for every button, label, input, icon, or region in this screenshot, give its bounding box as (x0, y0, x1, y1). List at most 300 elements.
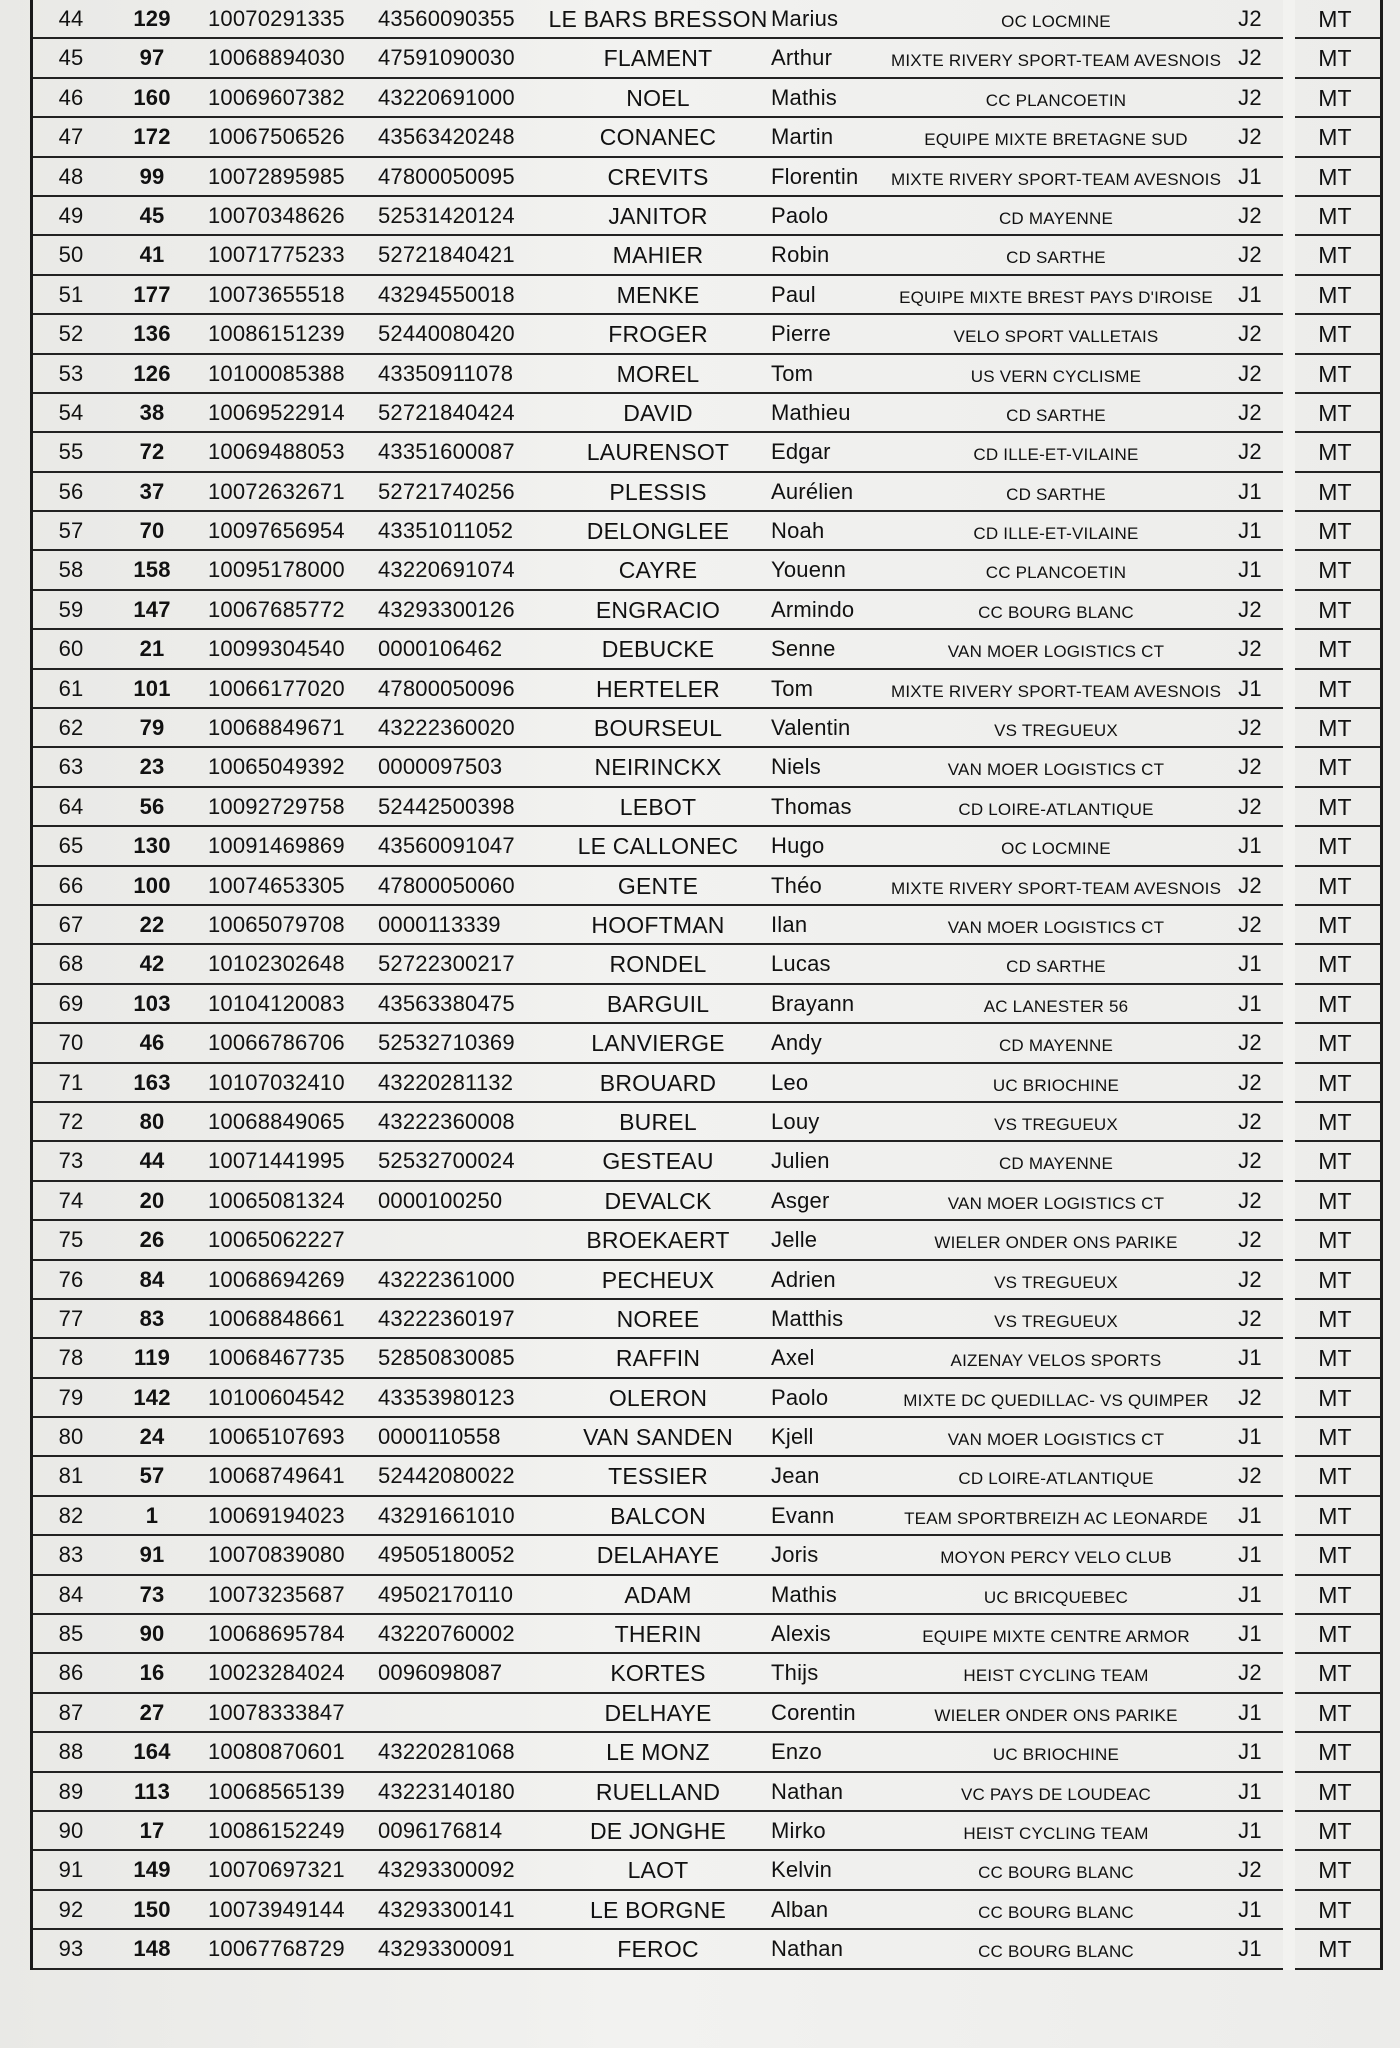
bib-number-cell: 130 (133, 833, 171, 859)
uci-id-cell: 10086151239 (208, 321, 345, 347)
first-name-cell: Alexis (771, 1621, 831, 1647)
column-gap (1283, 1497, 1295, 1536)
club-name-cell: MIXTE RIVERY SPORT-TEAM AVESNOIS (891, 51, 1222, 71)
position-cell: 74 (58, 1187, 84, 1213)
time-cell: MT (1318, 1463, 1352, 1490)
licence-number-cell: 49505180052 (378, 1542, 515, 1568)
column-gap (1283, 276, 1295, 315)
position-cell: 80 (58, 1424, 84, 1450)
first-name-cell: Kjell (771, 1424, 814, 1450)
column-gap (1283, 630, 1295, 669)
column-gap (1283, 1221, 1295, 1260)
bib-number-cell: 126 (133, 360, 171, 386)
licence-number-cell: 43560091047 (378, 833, 515, 859)
column-gap (1283, 867, 1295, 906)
column-gap (1283, 1339, 1295, 1378)
time-cell: MT (1318, 1266, 1352, 1293)
club-name-cell: EQUIPE MIXTE BRETAGNE SUD (924, 130, 1188, 150)
category-cell: J2 (1238, 1266, 1262, 1292)
category-cell: J2 (1238, 872, 1262, 898)
bib-number-cell: 56 (139, 793, 165, 819)
category-cell: J2 (1238, 1108, 1262, 1134)
first-name-cell: Florentin (771, 163, 859, 189)
time-cell: MT (1318, 84, 1352, 111)
first-name-cell: Paul (771, 281, 816, 307)
bib-number-cell: 21 (139, 636, 165, 662)
uci-id-cell: 10072895985 (208, 163, 345, 189)
table-row (33, 1851, 1380, 1890)
licence-number-cell: 47800050095 (378, 163, 515, 189)
time-cell: MT (1318, 1148, 1352, 1175)
table-row (33, 473, 1380, 512)
first-name-cell: Adrien (771, 1266, 836, 1292)
category-cell: J2 (1238, 321, 1262, 347)
licence-number-cell: 47800050096 (378, 675, 515, 701)
column-gap (1283, 1024, 1295, 1063)
last-name-cell: JANITOR (608, 202, 708, 229)
category-cell: J1 (1238, 163, 1262, 189)
column-gap (1283, 1891, 1295, 1930)
last-name-cell: FLAMENT (603, 45, 713, 72)
club-name-cell: VAN MOER LOGISTICS CT (947, 642, 1165, 662)
first-name-cell: Mathis (771, 1581, 837, 1607)
last-name-cell: BARGUIL (606, 990, 710, 1017)
first-name-cell: Thomas (771, 793, 852, 819)
last-name-cell: DELAHAYE (596, 1542, 720, 1569)
time-cell: MT (1318, 360, 1352, 387)
bib-number-cell: 38 (139, 399, 165, 425)
table-row (33, 433, 1380, 472)
club-name-cell: HEIST CYCLING TEAM (963, 1666, 1149, 1686)
club-name-cell: CC BOURG BLANC (978, 1863, 1134, 1883)
licence-number-cell: 43293300126 (378, 596, 515, 622)
time-cell: MT (1318, 1502, 1352, 1529)
club-name-cell: OC LOCMINE (1001, 839, 1111, 859)
last-name-cell: MENKE (616, 281, 700, 308)
position-cell: 50 (58, 242, 84, 268)
category-cell: J2 (1238, 124, 1262, 150)
table-row (33, 1064, 1380, 1103)
column-gap (1283, 0, 1295, 39)
category-cell: J1 (1238, 675, 1262, 701)
position-cell: 79 (58, 1384, 84, 1410)
last-name-cell: LE MONZ (606, 1739, 710, 1766)
last-name-cell: LAURENSOT (586, 439, 730, 466)
position-cell: 64 (58, 793, 84, 819)
table-row (33, 0, 1380, 39)
category-cell: J2 (1238, 1148, 1262, 1174)
time-cell: MT (1318, 1699, 1352, 1726)
category-cell: J2 (1238, 242, 1262, 268)
last-name-cell: NEIRINCKX (594, 754, 722, 781)
bib-number-cell: 97 (139, 45, 165, 71)
table-row (33, 1930, 1380, 1969)
uci-id-cell: 10067768729 (208, 1936, 345, 1962)
position-cell: 73 (58, 1148, 84, 1174)
last-name-cell: BALCON (610, 1502, 706, 1529)
club-name-cell: VS TREGUEUX (994, 1272, 1118, 1292)
table-row (33, 1418, 1380, 1457)
category-cell: J2 (1238, 45, 1262, 71)
uci-id-cell: 10023284024 (208, 1660, 345, 1686)
uci-id-cell: 10068894030 (208, 45, 345, 71)
last-name-cell: RUELLAND (595, 1778, 721, 1805)
position-cell: 89 (58, 1778, 84, 1804)
bib-number-cell: 83 (139, 1305, 165, 1331)
uci-id-cell: 10091469869 (208, 833, 345, 859)
first-name-cell: Niels (771, 754, 821, 780)
licence-number-cell: 43220281068 (378, 1739, 515, 1765)
column-gap (1283, 197, 1295, 236)
last-name-cell: MAHIER (612, 242, 704, 269)
first-name-cell: Noah (771, 518, 825, 544)
club-name-cell: CC BOURG BLANC (978, 602, 1134, 622)
bib-number-cell: 80 (139, 1108, 165, 1134)
category-cell: J1 (1238, 990, 1262, 1016)
club-name-cell: EQUIPE MIXTE BREST PAYS D'IROISE (899, 287, 1213, 307)
club-name-cell: VS TREGUEUX (994, 721, 1118, 741)
position-cell: 88 (58, 1739, 84, 1765)
column-gap (1283, 670, 1295, 709)
time-cell: MT (1318, 911, 1352, 938)
licence-number-cell: 0000113339 (378, 911, 501, 937)
last-name-cell: LE BORGNE (589, 1896, 726, 1923)
first-name-cell: Valentin (771, 715, 851, 741)
position-cell: 44 (58, 6, 84, 31)
table-row (33, 945, 1380, 984)
licence-number-cell: 0000097503 (378, 754, 503, 780)
table-row (33, 906, 1380, 945)
bib-number-cell: 129 (133, 6, 171, 31)
club-name-cell: US VERN CYCLISME (970, 366, 1142, 386)
time-cell: MT (1318, 321, 1352, 348)
table-row (33, 1142, 1380, 1181)
club-name-cell: MIXTE DC QUEDILLAC- VS QUIMPER (903, 1390, 1209, 1410)
category-cell: J2 (1238, 1069, 1262, 1095)
first-name-cell: Paolo (771, 1384, 829, 1410)
column-gap (1283, 1615, 1295, 1654)
licence-number-cell: 49502170110 (378, 1581, 514, 1607)
uci-id-cell: 10068694269 (208, 1266, 345, 1292)
uci-id-cell: 10097656954 (208, 518, 345, 544)
table-row (33, 748, 1380, 787)
club-name-cell: OC LOCMINE (1001, 12, 1111, 31)
last-name-cell: PLESSIS (609, 478, 707, 505)
position-cell: 87 (58, 1699, 84, 1725)
time-cell: MT (1318, 1896, 1352, 1923)
club-name-cell: VAN MOER LOGISTICS CT (947, 1430, 1165, 1450)
time-cell: MT (1318, 399, 1352, 426)
time-cell: MT (1318, 1227, 1352, 1254)
time-cell: MT (1318, 478, 1352, 505)
table-row (33, 1339, 1380, 1378)
time-cell: MT (1318, 1621, 1352, 1648)
uci-id-cell: 10071775233 (208, 242, 345, 268)
bib-number-cell: 79 (139, 715, 165, 741)
first-name-cell: Jean (771, 1463, 820, 1489)
time-cell: MT (1318, 124, 1352, 151)
bib-number-cell: 22 (139, 911, 165, 937)
category-cell: J1 (1238, 518, 1262, 544)
uci-id-cell: 10068849065 (208, 1108, 345, 1134)
table-row (33, 1576, 1380, 1615)
club-name-cell: AIZENAY VELOS SPORTS (950, 1351, 1162, 1371)
uci-id-cell: 10068849671 (208, 715, 345, 741)
last-name-cell: NOREE (616, 1305, 700, 1332)
column-gap (1283, 315, 1295, 354)
position-cell: 81 (58, 1463, 84, 1489)
column-gap (1283, 512, 1295, 551)
club-name-cell: MIXTE RIVERY SPORT-TEAM AVESNOIS (891, 169, 1222, 189)
last-name-cell: LE CALLONEC (577, 833, 739, 860)
first-name-cell: Mathieu (771, 399, 851, 425)
time-cell: MT (1318, 45, 1352, 72)
last-name-cell: KORTES (610, 1660, 706, 1687)
club-name-cell: MOYON PERCY VELO CLUB (940, 1548, 1172, 1568)
time-cell: MT (1318, 1424, 1352, 1451)
first-name-cell: Axel (771, 1345, 815, 1371)
uci-id-cell: 10065107693 (208, 1424, 345, 1450)
category-cell: J1 (1238, 1778, 1262, 1804)
position-cell: 75 (58, 1227, 84, 1253)
first-name-cell: Enzo (771, 1739, 822, 1765)
bib-number-cell: 158 (133, 557, 171, 583)
first-name-cell: Andy (771, 1030, 822, 1056)
time-cell: MT (1318, 1581, 1352, 1608)
club-name-cell: VC PAYS DE LOUDEAC (960, 1784, 1152, 1804)
category-cell: J1 (1238, 1581, 1262, 1607)
time-cell: MT (1318, 202, 1352, 229)
licence-number-cell: 43222360008 (378, 1108, 515, 1134)
bib-number-cell: 24 (139, 1424, 165, 1450)
licence-number-cell: 52532710369 (378, 1030, 515, 1056)
last-name-cell: CONANEC (599, 124, 717, 151)
last-name-cell: OLERON (608, 1384, 708, 1411)
last-name-cell: BROUARD (599, 1069, 717, 1096)
time-cell: MT (1318, 872, 1352, 899)
licence-number-cell: 43351600087 (378, 439, 515, 465)
table-row (33, 1694, 1380, 1733)
first-name-cell: Arthur (771, 45, 833, 71)
last-name-cell: LANVIERGE (591, 1030, 725, 1057)
licence-number-cell: 43351011052 (378, 518, 514, 544)
position-cell: 61 (58, 675, 84, 701)
last-name-cell: RONDEL (609, 951, 707, 978)
bib-number-cell: 45 (139, 202, 165, 228)
bib-number-cell: 172 (133, 124, 171, 150)
category-cell: J1 (1238, 1502, 1262, 1528)
results-table (30, 0, 1383, 1970)
table-row (33, 276, 1380, 315)
position-cell: 48 (58, 163, 84, 189)
first-name-cell: Ilan (771, 911, 808, 937)
column-gap (1283, 79, 1295, 118)
time-cell: MT (1318, 1305, 1352, 1332)
last-name-cell: RAFFIN (615, 1345, 701, 1372)
column-gap (1283, 827, 1295, 866)
position-cell: 46 (58, 84, 84, 110)
licence-number-cell: 43293300092 (378, 1857, 515, 1883)
licence-number-cell: 43222360020 (378, 715, 515, 741)
table-row (33, 1733, 1380, 1772)
table-row (33, 118, 1380, 157)
bib-number-cell: 16 (139, 1660, 165, 1686)
last-name-cell: DAVID (623, 399, 693, 426)
licence-number-cell: 43220691074 (378, 557, 515, 583)
club-name-cell: MIXTE RIVERY SPORT-TEAM AVESNOIS (891, 681, 1222, 701)
time-cell: MT (1318, 557, 1352, 584)
licence-number-cell: 43293300141 (378, 1896, 515, 1922)
bib-number-cell: 103 (133, 990, 171, 1016)
bib-number-cell: 119 (133, 1345, 171, 1371)
time-cell: MT (1318, 596, 1352, 623)
licence-number-cell: 43222360197 (378, 1305, 515, 1331)
uci-id-cell: 10067506526 (208, 124, 345, 150)
category-cell: J1 (1238, 951, 1262, 977)
first-name-cell: Lucas (771, 951, 831, 977)
uci-id-cell: 10071441995 (208, 1148, 345, 1174)
first-name-cell: Senne (771, 636, 836, 662)
column-gap (1283, 1812, 1295, 1851)
club-name-cell: CD LOIRE-ATLANTIQUE (958, 799, 1154, 819)
uci-id-cell: 10100604542 (208, 1384, 345, 1410)
column-gap (1283, 551, 1295, 590)
bib-number-cell: 150 (133, 1896, 171, 1922)
uci-id-cell: 10092729758 (208, 793, 345, 819)
licence-number-cell: 43293300091 (378, 1936, 515, 1962)
bib-number-cell: 46 (139, 1030, 165, 1056)
time-cell: MT (1318, 675, 1352, 702)
last-name-cell: LE BARS BRESSON (548, 6, 768, 32)
category-cell: J1 (1238, 1739, 1262, 1765)
position-cell: 91 (58, 1857, 84, 1883)
uci-id-cell: 10073949144 (208, 1896, 345, 1922)
column-gap (1283, 1142, 1295, 1181)
time-cell: MT (1318, 1817, 1352, 1844)
last-name-cell: DEBUCKE (601, 636, 715, 663)
bib-number-cell: 136 (133, 321, 171, 347)
licence-number-cell: 43560090355 (378, 6, 515, 31)
table-row (33, 1654, 1380, 1693)
position-cell: 71 (58, 1069, 84, 1095)
last-name-cell: ADAM (624, 1581, 692, 1608)
last-name-cell: PECHEUX (601, 1266, 715, 1293)
time-cell: MT (1318, 1936, 1352, 1963)
position-cell: 52 (58, 321, 84, 347)
licence-number-cell: 52850830085 (378, 1345, 515, 1371)
uci-id-cell: 10069607382 (208, 84, 345, 110)
last-name-cell: FROGER (608, 321, 708, 348)
first-name-cell: Mirko (771, 1817, 826, 1843)
time-cell: MT (1318, 1542, 1352, 1569)
club-name-cell: UC BRIOCHINE (992, 1075, 1120, 1095)
table-row (33, 788, 1380, 827)
category-cell: J2 (1238, 1384, 1262, 1410)
uci-id-cell: 10069488053 (208, 439, 345, 465)
category-cell: J2 (1238, 793, 1262, 819)
position-cell: 60 (58, 636, 84, 662)
position-cell: 83 (58, 1542, 84, 1568)
last-name-cell: DELHAYE (604, 1699, 712, 1726)
time-cell: MT (1318, 163, 1352, 190)
bib-number-cell: 1 (145, 1502, 159, 1528)
first-name-cell: Corentin (771, 1699, 856, 1725)
time-cell: MT (1318, 439, 1352, 466)
bib-number-cell: 100 (133, 872, 171, 898)
category-cell: J2 (1238, 202, 1262, 228)
uci-id-cell: 10065049392 (208, 754, 345, 780)
last-name-cell: DELONGLEE (586, 518, 730, 545)
table-row (33, 355, 1380, 394)
position-cell: 56 (58, 478, 84, 504)
table-row (33, 1891, 1380, 1930)
category-cell: J2 (1238, 1857, 1262, 1883)
category-cell: J2 (1238, 636, 1262, 662)
uci-id-cell: 10068749641 (208, 1463, 345, 1489)
category-cell: J1 (1238, 1542, 1262, 1568)
club-name-cell: VS TREGUEUX (994, 1311, 1118, 1331)
column-gap (1283, 709, 1295, 748)
uci-id-cell: 10095178000 (208, 557, 345, 583)
first-name-cell: Julien (771, 1148, 830, 1174)
column-gap (1283, 1182, 1295, 1221)
licence-number-cell: 47800050060 (378, 872, 515, 898)
club-name-cell: CD SARTHE (1006, 484, 1106, 504)
category-cell: J1 (1238, 1424, 1262, 1450)
position-cell: 69 (58, 990, 84, 1016)
licence-number-cell: 43563380475 (378, 990, 515, 1016)
last-name-cell: MOREL (616, 360, 700, 387)
category-cell: J1 (1238, 1345, 1262, 1371)
first-name-cell: Kelvin (771, 1857, 833, 1883)
uci-id-cell: 10080870601 (208, 1739, 345, 1765)
position-cell: 55 (58, 439, 84, 465)
first-name-cell: Louy (771, 1108, 820, 1134)
bib-number-cell: 91 (139, 1542, 165, 1568)
category-cell: J1 (1238, 1936, 1262, 1962)
position-cell: 77 (58, 1305, 84, 1331)
column-gap (1283, 1103, 1295, 1142)
category-cell: J1 (1238, 557, 1262, 583)
position-cell: 82 (58, 1502, 84, 1528)
uci-id-cell: 10070291335 (208, 6, 345, 31)
licence-number-cell: 43223140180 (378, 1778, 515, 1804)
column-gap (1283, 945, 1295, 984)
time-cell: MT (1318, 636, 1352, 663)
first-name-cell: Nathan (771, 1778, 844, 1804)
first-name-cell: Leo (771, 1069, 809, 1095)
first-name-cell: Youenn (771, 557, 847, 583)
club-name-cell: CD MAYENNE (998, 208, 1114, 228)
column-gap (1283, 1851, 1295, 1890)
position-cell: 86 (58, 1660, 84, 1686)
bib-number-cell: 113 (133, 1778, 171, 1804)
last-name-cell: CAYRE (618, 557, 698, 584)
licence-number-cell: 43350911078 (378, 360, 514, 386)
time-cell: MT (1318, 1739, 1352, 1766)
category-cell: J2 (1238, 1227, 1262, 1253)
table-row (33, 985, 1380, 1024)
table-row (33, 39, 1380, 78)
column-gap (1283, 39, 1295, 78)
column-gap (1283, 1261, 1295, 1300)
licence-number-cell: 0096098087 (378, 1660, 503, 1686)
category-cell: J2 (1238, 6, 1262, 31)
time-cell: MT (1318, 1108, 1352, 1135)
uci-id-cell: 10069522914 (208, 399, 345, 425)
category-cell: J1 (1238, 1699, 1262, 1725)
time-cell: MT (1318, 1857, 1352, 1884)
